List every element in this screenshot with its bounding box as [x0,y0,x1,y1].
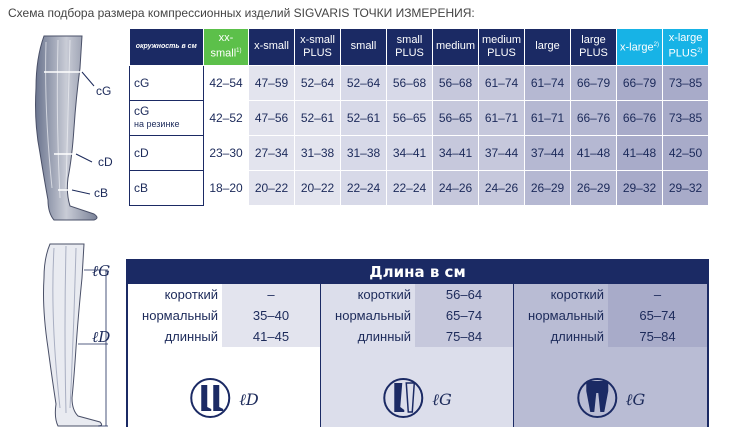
row-label: cB [130,170,204,205]
length-row [128,284,320,305]
size-cell: 61–71 [479,100,525,135]
size-cell: 41–48 [617,135,663,170]
size-cell: 23–30 [204,135,249,170]
size-medium: medium [433,29,479,65]
size-cell: 73–85 [663,100,709,135]
size-cell: 56–65 [387,100,433,135]
length-row-value: 65–74 [415,305,513,326]
size-x-small-plus: x-small PLUS [295,29,341,65]
leg-illustration-bottom [30,238,130,428]
size-cell: 26–29 [525,170,571,205]
thigh-stocking-icon [382,377,424,423]
size-cell: 20–22 [249,170,295,205]
size-cell: 42–54 [204,65,249,100]
size-cell: 42–50 [663,135,709,170]
size-cell: 61–74 [525,65,571,100]
length-row-value: – [608,284,707,305]
size-cell: 66–76 [571,100,617,135]
size-xx-small: xx-small$^{1)}$ [204,29,249,65]
size-small-plus: small PLUS [387,29,433,65]
length-row-label: нормальный [142,308,218,323]
size-cell: 61–71 [525,100,571,135]
length-row-value: 75–84 [415,326,513,347]
length-row [514,284,707,305]
page-title: Схема подбора размера компрессионных изделий SIGVARIS ТОЧКИ ИЗМЕРЕНИЯ: [8,6,475,20]
size-medium-plus: medium PLUS [479,29,525,65]
length-row [128,305,320,326]
length-row [321,305,513,326]
length-row-label: нормальный [335,308,411,323]
size-large-plus: large PLUS [571,29,617,65]
size-header-row [130,29,709,65]
length-icon-group [576,377,645,423]
size-cell: 52–61 [295,100,341,135]
length-row [514,305,707,326]
length-row-label: короткий [357,287,411,302]
leg-label-cb: cB [94,186,109,200]
leg-label-ld: ℓD [92,328,111,346]
size-row [130,65,709,100]
size-cell: 31–38 [295,135,341,170]
size-cell: 42–52 [204,100,249,135]
size-cell: 24–26 [479,170,525,205]
tights-stocking-icon [576,377,618,423]
leg-label-cg: cG [96,84,112,98]
size-cell: 27–34 [249,135,295,170]
size-cell: 37–44 [479,135,525,170]
size-cell: 66–79 [617,65,663,100]
size-cell: 34–41 [387,135,433,170]
size-row [130,170,709,205]
length-row-label: длинный [164,329,218,344]
length-header: Длина в см [128,261,707,284]
size-cell: 31–38 [341,135,387,170]
length-column-thigh [321,284,514,427]
length-row-label: длинный [357,329,411,344]
size-small: small [341,29,387,65]
length-row-value: 65–74 [608,305,707,326]
knee-stocking-icon [189,377,231,423]
size-row [130,100,709,135]
size-cell: 47–56 [249,100,295,135]
length-row-label: короткий [164,287,218,302]
size-cell: 29–32 [617,170,663,205]
size-cell: 41–48 [571,135,617,170]
size-x-large-plus: x-large PLUS$^{2)}$ [663,29,709,65]
length-row-value: 56–64 [415,284,513,305]
size-x-small: x-small [249,29,295,65]
length-column-tights [514,284,707,427]
length-row-label: нормальный [528,308,604,323]
size-cell: 66–76 [617,100,663,135]
length-column-knee [128,284,321,427]
length-row [128,326,320,347]
length-row-value: 35–40 [222,305,320,326]
length-row-value: 75–84 [608,326,707,347]
size-cell: 29–32 [663,170,709,205]
size-row [130,135,709,170]
row-label: cG [130,65,204,100]
size-cell: 26–29 [571,170,617,205]
size-cell: 37–44 [525,135,571,170]
length-row-label: короткий [550,287,604,302]
size-cell: 52–64 [295,65,341,100]
size-cell: 56–68 [433,65,479,100]
size-cell: 22–24 [387,170,433,205]
row-label: cD [130,135,204,170]
size-cell: 24–26 [433,170,479,205]
size-cell: 73–85 [663,65,709,100]
size-x-large: x-large$^{2)}$ [617,29,663,65]
size-cell: 52–64 [341,65,387,100]
length-row-value: – [222,284,320,305]
corner-label: окружность в см [130,29,204,65]
length-row-label: длинный [550,329,604,344]
length-icon-group [382,377,451,423]
length-icon-label: ℓG [432,390,452,409]
size-cell: 22–24 [341,170,387,205]
size-cell: 20–22 [295,170,341,205]
length-row-value: 41–45 [222,326,320,347]
size-cell: 52–61 [341,100,387,135]
size-cell: 18–20 [204,170,249,205]
size-cell: 61–74 [479,65,525,100]
length-table [126,259,709,427]
length-row [321,326,513,347]
length-row [514,326,707,347]
length-icon-group [189,377,259,423]
length-row [321,284,513,305]
size-large: large [525,29,571,65]
size-cell: 47–59 [249,65,295,100]
leg-label-cd: cD [98,155,113,169]
row-label: cG на резинке [130,100,204,135]
size-cell: 34–41 [433,135,479,170]
length-icon-label: ℓG [625,390,646,409]
size-table [129,29,709,206]
size-cell: 56–65 [433,100,479,135]
length-icon-label: ℓD [239,390,259,409]
size-cell: 56–68 [387,65,433,100]
size-cell: 66–79 [571,65,617,100]
leg-label-lg: ℓG [92,262,111,280]
